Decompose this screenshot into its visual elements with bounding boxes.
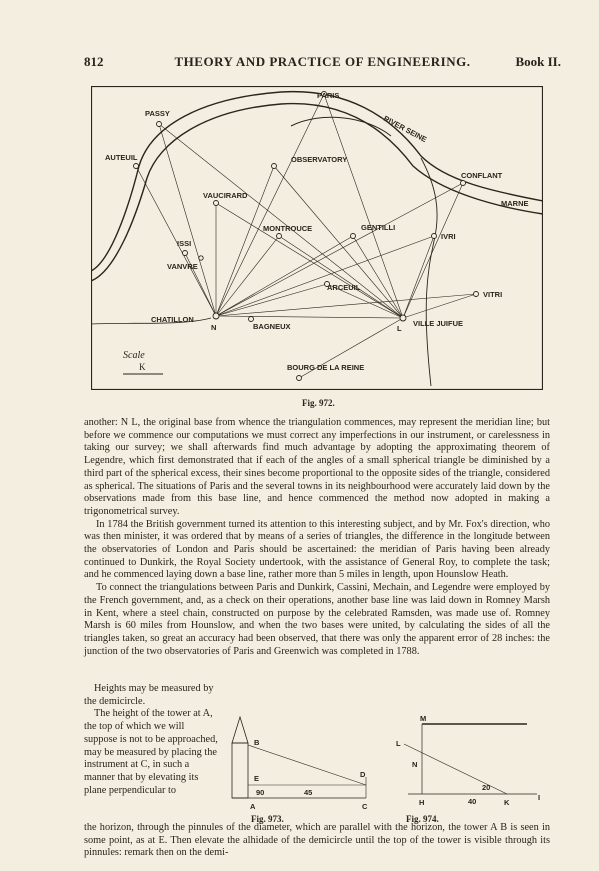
fig973-45: 45 (304, 788, 313, 797)
map-label-river: RIVER SEINE (382, 113, 429, 145)
map-label-observatory: OBSERVATORY (291, 155, 348, 164)
map-label-issi: ISSI (177, 239, 192, 248)
fig973-90: 90 (256, 788, 265, 797)
fig973-a: A (250, 802, 256, 811)
map-label-conflant: CONFLANT (461, 171, 503, 180)
map-label-arceuil: ARCEUIL (327, 283, 361, 292)
side-text (84, 683, 218, 797)
paragraph: To connect the triangulations between Paris and Dunkirk, Cassini, Mechain, and Legendre were employed by the French government, and, as a check on their operations, another base line was laid down in Romney Marsh in Kent, where a steel chain, constructed on purpose by the celebrated Ramsden, was made use of. Romney Marsh is 60 miles from Hounslow, and when the two bases were united, by calculating the sides of all the triangles taken, so great an accuracy had been observed, that there was only the apparent error of 28 inches: the junction of the two observatories of Paris and Greenwich was completed in 1788. (84, 582, 550, 657)
continued-text (84, 822, 550, 860)
map-label-n: N (211, 323, 217, 332)
map-scale-label: Scale (123, 350, 145, 361)
map-label-bagneux: BAGNEUX (253, 322, 291, 331)
fig973-e: E (254, 774, 260, 783)
paragraph: Heights may be measured by the demicircle. (84, 683, 214, 707)
map-label-passy: PASSY (145, 109, 170, 118)
fig974-i: I (538, 793, 541, 802)
map-label-paris: PARIS (317, 91, 340, 100)
map-label-bourg: BOURG DE LA REINE (287, 363, 365, 372)
map-label-ville-juifue: VILLE JUIFUE (413, 319, 464, 328)
map-label-marne: MARNE (501, 199, 529, 208)
triangulation-map (91, 86, 543, 390)
map-label-auteuil: AUTEUIL (105, 153, 138, 162)
page-number: 812 (84, 54, 104, 69)
main-text (84, 417, 550, 658)
fig974-caption: Fig. 974. (406, 814, 439, 824)
fig974-diagram (392, 712, 550, 812)
map-scale-k: K (139, 362, 146, 372)
map-label-vitri: VITRI (483, 290, 503, 299)
fig974-h: H (419, 798, 425, 807)
fig974-n: N (412, 760, 418, 769)
paragraph: the horizon, through the pinnules of the diameter, which are parallel with the horizon, the tower A B is seen in some point, as at E. Then elevate the alhidade of the demicircle until the top of the tower is visible through its pinnules: remark then on the demi- (84, 822, 550, 859)
fig974-20: 20 (482, 783, 491, 792)
paragraph: In 1784 the British government turned its attention to this interesting subject, and by Mr. Fox's direction, who was then minister, it was ordered that by means of a series of triangles, the difference in the longitude between the observatories of London and Paris should be ascertained: the meridian of Paris having been already continued to Dunkirk, the Royal Society undertook, with the assistance of General Roy, to complete the task; and he commenced laying down a base line, rather more than 5 miles in length, upon Hounslow Heath. (84, 518, 550, 581)
map-label-vanvre: VANVRE (167, 262, 198, 271)
map-label-gentilli: GENTILLI (361, 223, 396, 232)
fig973-caption: Fig. 973. (251, 814, 284, 824)
fig974-m: M (420, 714, 427, 723)
paragraph: The height of the tower at A, the top of which we will suppose is not to be approached, may be measured by placing the instrument at C, in such a manner that by elevating its plane perpendicular to (84, 708, 218, 796)
fig974-l: L (396, 739, 401, 748)
fig973-b: B (254, 738, 260, 747)
running-title: THEORY AND PRACTICE OF ENGINEERING. (174, 54, 471, 69)
map-label-vaucirard: VAUCIRARD (203, 191, 248, 200)
book-number: Book II. (515, 54, 561, 69)
page-header (84, 54, 561, 72)
map-label-montrouge: MONTROUCE (263, 224, 313, 233)
paragraph: another: N L, the original base from whence the triangulation commences, may represent the meridian line; but before we commence our computations we must correct any imperfections in our instrument, or carelessness in taking our survey; we shall afterwards find much advantage by adopting the approximating theorem of Legendre, which first demonstrated that if each of the angles of a small spherical triangle be diminished by a third part of the spherical excess, their sines become proportional to the opposite sides of the triangle, considered as spherical. The situations of Paris and the several towns in its neighbourhood were accurately laid down by the observations made from this base line, and hence commenced the method now adopted in making a trigonometrical survey. (84, 417, 550, 517)
map-label-ivri: IVRI (441, 232, 456, 241)
fig974-40: 40 (468, 797, 477, 806)
map-label-chatillon: CHATILLON (151, 315, 194, 324)
fig973-c: C (362, 802, 368, 811)
fig972-caption: Fig. 972. (302, 398, 335, 408)
fig974-k: K (504, 798, 510, 807)
map-label-l: L (397, 324, 402, 333)
fig973-d: D (360, 770, 366, 779)
fig973-diagram (220, 715, 380, 815)
